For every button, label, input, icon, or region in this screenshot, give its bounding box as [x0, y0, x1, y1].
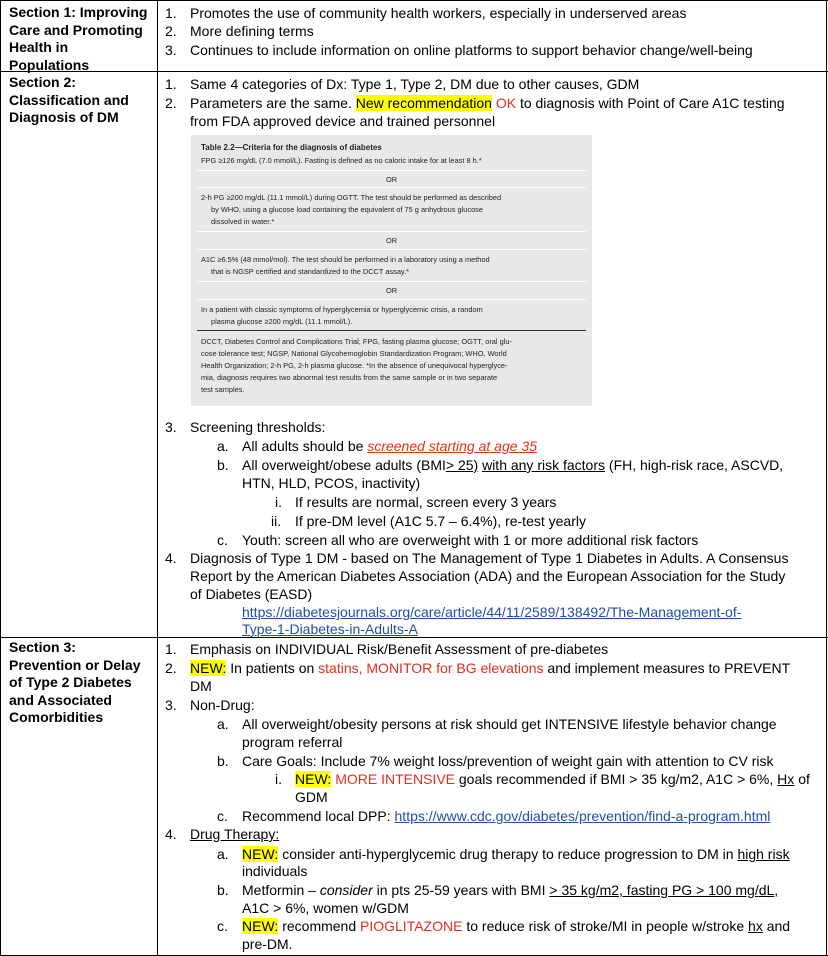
cdc-dpp-link[interactable]: https://www.cdc.gov/diabetes/prevention/find-a-program.html — [394, 808, 771, 824]
figure-separator — [197, 170, 586, 171]
hx-text: hx — [748, 918, 763, 934]
figure-separator — [197, 187, 586, 188]
s3-item-3b-i-text: goals recommended if BMI > 35 kg/m2, A1C > 6%, — [458, 771, 774, 787]
s3-item-2-line-1 — [190, 660, 790, 677]
s1-item-1: Promotes the use of community health workers, especially in underserved areas — [190, 5, 687, 21]
ok-red-text: OK — [495, 95, 517, 111]
s2-item-2-line-2: from FDA approved device and trained personnel — [190, 113, 496, 129]
figure-or: OR — [385, 236, 398, 245]
s3-item-4b-line-2: A1C > 6%, women w/GDM — [242, 900, 409, 916]
figure-footnote-4: mia, diagnosis requires two abnormal test results from the same sample or in two separate — [201, 373, 498, 382]
s3-item-2-line-2: DM — [190, 678, 212, 694]
list-letter: b. — [217, 753, 229, 769]
and-text: and — [766, 918, 791, 934]
s2-item-3b-line-2: HTN, HLD, PCOS, inactivity) — [242, 475, 421, 491]
new-badge: NEW: — [190, 660, 227, 676]
s2-item-3: Screening thresholds: — [190, 419, 326, 435]
figure-row-random-2: plasma glucose ≥200 mg/dL (11.1 mmol/L). — [211, 317, 353, 326]
list-letter: c. — [217, 918, 228, 934]
figure-row-a1c-2: that is NGSP certified and standardized to the DCCT assay.* — [211, 267, 410, 276]
high-risk-text: high risk — [737, 846, 790, 862]
s3-item-3a-line-2: program referral — [242, 734, 343, 750]
list-letter: b. — [217, 457, 229, 473]
list-roman: i. — [275, 494, 282, 510]
risk-factors-underlined: with any risk factors — [482, 457, 606, 473]
s3-item-2-text: In patients on — [230, 660, 315, 676]
s3-item-3: Non-Drug: — [190, 697, 255, 713]
dl-unit: dL — [758, 882, 775, 898]
list-number: 2. — [165, 23, 177, 39]
bmi-threshold: > 25) — [445, 457, 479, 473]
figure-footnote-5: test samples. — [201, 385, 245, 394]
more-intensive-red-text: MORE INTENSIVE — [335, 771, 455, 787]
list-number: 1. — [165, 76, 177, 92]
figure-footnote-2: cose tolerance test; NGSP, National Glycohemoglobin Standardization Program; WHO, World — [201, 349, 507, 358]
s3-item-4b-text: in pts 25-59 years with BMI — [376, 882, 546, 898]
s3-item-4c-line-2: pre-DM. — [242, 936, 293, 952]
s2-item-1: Same 4 categories of Dx: Type 1, Type 2, DM due to other causes, GDM — [190, 76, 640, 92]
section-2-title: Section 2: Classification and Diagnosis of DM — [9, 74, 129, 125]
s2-item-4-line-1: Diagnosis of Type 1 DM - based on The Management of Type 1 Diabetes in Adults. A Consensus — [190, 550, 789, 566]
figure-or: OR — [385, 286, 398, 295]
statins-red-text: statins, MONITOR for BG elevations — [318, 660, 544, 676]
s3-item-3b-i-line-2: GDM — [295, 789, 328, 805]
new-badge: NEW: — [242, 846, 279, 862]
s2-item-3b-ii: If pre-DM level (A1C 5.7 – 6.4%), re-test yearly — [295, 513, 586, 529]
s1-item-3: Continues to include information on online platforms to support behavior change/well-being — [190, 42, 753, 58]
figure-row-ogtt-1: 2-h PG ≥200 mg/dL (11.1 mmol/L) during OGTT. The test should be performed as described — [201, 193, 502, 202]
s2-item-2-text-end: to diagnosis with Point of Care A1C testing — [519, 95, 785, 111]
s3-item-2-text-end: and implement measures to PREVENT — [547, 660, 791, 676]
list-number: 3. — [165, 42, 177, 58]
s3-item-3b-i-line-1 — [295, 771, 810, 788]
s2-item-3b-line-1 — [242, 457, 783, 474]
s3-item-4b-line-1 — [242, 882, 778, 899]
s3-item-4a-line-2: individuals — [242, 863, 308, 879]
s2-item-3a-text: All adults should be — [242, 438, 364, 454]
type1-diabetes-article-link[interactable]: https://diabetesjournals.org/care/article/44/11/2589/138492/The-Management-of- — [242, 604, 742, 620]
list-number: 4. — [165, 550, 177, 566]
s2-item-3b-text: All overweight/obese adults (BMI — [242, 457, 446, 473]
comma: , — [774, 882, 779, 898]
table-column-divider — [157, 0, 158, 956]
list-letter: c. — [217, 532, 228, 548]
list-number: 1. — [165, 5, 177, 21]
s3-item-3c-text: Recommend local DPP: — [242, 808, 391, 824]
s3-item-4c-line-1 — [242, 918, 790, 935]
consider-italic: consider — [319, 882, 373, 898]
figure-row-random-1: In a patient with classic symptoms of hyperglycemia or hyperglycemic crisis, a random — [201, 305, 483, 314]
s3-item-3b-i-text-end: of — [798, 771, 810, 787]
figure-separator — [197, 281, 586, 282]
list-letter: b. — [217, 882, 229, 898]
figure-row-a1c-1: A1C ≥6.5% (48 mmol/mol). The test should be performed in a laboratory using a method — [201, 255, 490, 264]
s2-item-3a — [242, 438, 537, 455]
section-1-title: Section 1: Improving Care and Promoting Health in Populations — [9, 4, 148, 73]
figure-separator — [197, 249, 586, 250]
new-recommendation-highlight: New recommendation — [355, 95, 492, 111]
list-number: 4. — [165, 826, 177, 842]
figure-row-fpg: FPG ≥126 mg/dL (7.0 mmol/L). Fasting is defined as no caloric intake for at least 8 h.* — [201, 156, 482, 165]
s2-item-2-line-1 — [190, 95, 785, 112]
list-letter: a. — [217, 438, 229, 454]
s3-item-4a-line-1 — [242, 846, 790, 863]
recommend-text: recommend — [282, 918, 357, 934]
list-number: 2. — [165, 660, 177, 676]
figure-footnote-3: Health Organization; 2-h PG, 2-h plasma glucose. *In the absence of unequivocal hyperglyce- — [201, 361, 508, 370]
pioglitazone-red-text: PIOGLITAZONE — [360, 918, 463, 934]
s3-item-4c-text: to reduce risk of stroke/MI in people w/stroke — [466, 918, 745, 934]
figure-footnote-rule — [197, 330, 586, 331]
screening-age-red-text: screened starting at age 35 — [367, 438, 537, 454]
s3-item-3b: Care Goals: Include 7% weight loss/prevention of weight gain with attention to CV risk — [242, 753, 774, 769]
table-border-right — [826, 0, 827, 956]
s3-item-3c — [242, 808, 770, 825]
list-roman: i. — [275, 771, 282, 787]
list-letter: a. — [217, 716, 229, 732]
s3-item-3a-line-1: All overweight/obesity persons at risk should get INTENSIVE lifestyle behavior change — [242, 716, 777, 732]
list-number: 3. — [165, 419, 177, 435]
figure-row-ogtt-3: dissolved in water.* — [211, 217, 275, 226]
s2-item-4-line-3: of Diabetes (EASD) — [190, 586, 313, 602]
s3-item-4: Drug Therapy: — [190, 826, 280, 842]
s3-item-4a-text: consider anti-hyperglycemic drug therapy to reduce progression to DM in — [282, 846, 734, 862]
figure-title: Table 2.2—Criteria for the diagnosis of diabetes — [201, 143, 382, 152]
figure-row-ogtt-2: by WHO, using a glucose load containing the equivalent of 75 g anhydrous glucose — [211, 205, 483, 214]
s1-item-2: More defining terms — [190, 23, 314, 39]
metformin-text: Metformin – — [242, 882, 316, 898]
section-3-title: Section 3: Prevention or Delay of Type 2 Diabetes and Associated Comorbidities — [9, 639, 141, 725]
new-badge: NEW: — [242, 918, 279, 934]
figure-footnote-1: DCCT, Diabetes Control and Complications Trial; FPG, fasting plasma glucose; OGTT, oral glu- — [201, 337, 512, 346]
s2-item-2-text: Parameters are the same. — [190, 95, 352, 111]
list-letter: c. — [217, 808, 228, 824]
s2-item-3b-text-end: (FH, high-risk race, ASCVD, — [608, 457, 784, 473]
s3-item-1: Emphasis on INDIVIDUAL Risk/Benefit Assessment of pre-diabetes — [190, 641, 609, 657]
figure-or: OR — [385, 175, 398, 184]
s2-item-3b-i: If results are normal, screen every 3 years — [295, 494, 557, 510]
s2-item-3c: Youth: screen all who are overweight with 1 or more additional risk factors — [242, 532, 699, 548]
figure-separator — [197, 231, 586, 232]
list-roman: ii. — [271, 513, 282, 529]
list-number: 2. — [165, 95, 177, 111]
new-badge: NEW: — [295, 771, 332, 787]
s2-item-4-line-2: Report by the American Diabetes Association (ADA) and the European Association for the Study — [190, 568, 786, 584]
type1-diabetes-article-link-cont[interactable]: Type-1-Diabetes-in-Adults-A — [242, 621, 418, 637]
list-letter: a. — [217, 846, 229, 862]
figure-separator — [197, 299, 586, 300]
table-border-top — [0, 0, 828, 1]
hx-text: Hx — [777, 771, 795, 787]
list-number: 3. — [165, 697, 177, 713]
table-border-left — [0, 0, 1, 956]
bmi-pg-threshold: > 35 kg/m2, fasting PG > 100 mg/ — [549, 882, 759, 898]
list-number: 1. — [165, 641, 177, 657]
diabetes-criteria-table-image — [191, 135, 592, 406]
